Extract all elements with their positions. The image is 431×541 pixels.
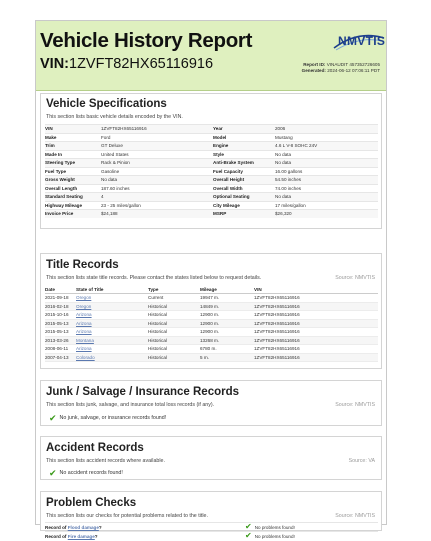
state-link[interactable]: Oregon bbox=[76, 295, 92, 300]
problem-label bbox=[45, 523, 245, 531]
spec-label: Fuel Type bbox=[45, 168, 67, 174]
table-cell: 2015-05-13 bbox=[45, 329, 69, 334]
spec-value: GT Deluxe bbox=[101, 143, 123, 148]
spec-value: 187.60 inches bbox=[101, 185, 130, 191]
spec-row bbox=[45, 124, 378, 133]
table-cell: 14849 m. bbox=[200, 303, 220, 309]
report-meta bbox=[302, 62, 380, 74]
spec-label: Make bbox=[45, 134, 57, 140]
table-cell: Historical bbox=[148, 320, 167, 326]
table-cell: Historical bbox=[148, 329, 167, 334]
problem-suffix: ? bbox=[98, 525, 102, 530]
accident-result bbox=[49, 469, 123, 477]
table-row bbox=[45, 294, 378, 303]
spec-label: Made In bbox=[45, 151, 63, 157]
spec-value: 74.00 inches bbox=[275, 185, 302, 191]
spec-label: Trim bbox=[45, 143, 55, 148]
generated-label: Generated: bbox=[301, 68, 326, 73]
column-header: VIN bbox=[254, 287, 262, 292]
spec-value: No data bbox=[275, 160, 292, 165]
table-cell: 6780 m. bbox=[200, 346, 217, 351]
spec-label: Optional Seating bbox=[213, 194, 250, 199]
spec-value: No data bbox=[275, 151, 292, 157]
title-records-body bbox=[45, 294, 378, 362]
vin-value: 1ZVFT82HX65116916 bbox=[69, 56, 214, 72]
spec-value: Mustang bbox=[275, 134, 293, 140]
problem-label bbox=[45, 532, 245, 540]
problem-prefix: Record of bbox=[45, 525, 67, 530]
table-cell: Current bbox=[148, 295, 164, 300]
spec-label: VIN bbox=[45, 126, 53, 131]
spec-row bbox=[45, 201, 378, 210]
table-cell: 1ZVFT82HX65116916 bbox=[254, 337, 300, 343]
column-header: State of Title bbox=[76, 287, 104, 292]
problem-result bbox=[245, 532, 295, 540]
table-cell: 12900 m. bbox=[200, 312, 220, 317]
spec-value: 2006 bbox=[275, 126, 286, 131]
nmvtis-logo bbox=[330, 32, 386, 54]
table-cell: 2016-02-18 bbox=[45, 303, 69, 309]
problem-result bbox=[245, 523, 295, 531]
report-header bbox=[36, 21, 386, 91]
check-icon: ✔ bbox=[245, 531, 252, 540]
accident-source: Source: VA bbox=[348, 458, 375, 464]
spec-label: Gross Weight bbox=[45, 177, 75, 182]
spec-value: Gasoline bbox=[101, 168, 120, 174]
spec-label: Style bbox=[213, 151, 224, 157]
spec-row bbox=[45, 158, 378, 167]
table-cell: 2015-05-13 bbox=[45, 320, 69, 326]
table-cell: 13268 m. bbox=[200, 337, 220, 343]
spec-value: United States bbox=[101, 151, 129, 157]
spec-row bbox=[45, 150, 378, 159]
accident-title: Accident Records bbox=[46, 442, 144, 454]
spec-value: No data bbox=[101, 177, 118, 182]
state-link[interactable]: Montana bbox=[76, 337, 94, 343]
table-row bbox=[45, 303, 378, 312]
table-cell: 19947 m. bbox=[200, 295, 220, 300]
accident-section bbox=[40, 436, 382, 480]
junk-description: This section lists junk, salvage, and insurance total loss records (if any). bbox=[46, 402, 215, 408]
problem-result-text: No problems found! bbox=[254, 524, 295, 530]
spec-value: $26,320 bbox=[275, 211, 292, 216]
generated-value: 2024-06-12 07:06:11 PDT bbox=[327, 68, 380, 73]
state-link[interactable]: Arizona bbox=[76, 312, 92, 317]
spec-value: 54.50 inches bbox=[275, 177, 302, 182]
spec-row bbox=[45, 167, 378, 176]
title-records-description: This section lists state title records. Please contact the states listed below to request details. bbox=[46, 275, 262, 281]
junk-title: Junk / Salvage / Insurance Records bbox=[46, 386, 240, 398]
table-cell: 2013-03-26 bbox=[45, 337, 69, 343]
spec-value: 23 - 25 miles/gallon bbox=[101, 202, 141, 208]
table-cell: 1ZVFT82HX65116916 bbox=[254, 320, 300, 326]
spec-value: No data bbox=[275, 194, 292, 199]
spec-value: 16.00 gallons bbox=[275, 168, 303, 174]
table-cell: Historical bbox=[148, 354, 167, 360]
problem-result-text: No problems found! bbox=[254, 533, 295, 539]
spec-value: 17 miles/gallon bbox=[275, 202, 306, 208]
table-cell: 5 m. bbox=[200, 354, 209, 360]
title-records-table bbox=[45, 285, 378, 362]
table-cell: 1ZVFT82HX65116916 bbox=[254, 312, 300, 317]
report-page bbox=[35, 20, 387, 540]
spec-value: 4 bbox=[101, 194, 104, 199]
table-cell: Historical bbox=[148, 312, 167, 317]
title-records-source: Source: NMVTIS bbox=[335, 275, 375, 281]
spec-label: City Mileage bbox=[213, 202, 240, 208]
state-link[interactable]: Arizona bbox=[76, 329, 92, 334]
table-row bbox=[45, 337, 378, 346]
table-cell: Historical bbox=[148, 303, 167, 309]
check-icon: ✔ bbox=[49, 468, 57, 478]
table-cell: 1ZVFT82HX65116916 bbox=[254, 303, 300, 309]
table-cell: 2007-04-13 bbox=[45, 354, 69, 360]
table-cell: 12900 m. bbox=[200, 320, 220, 326]
table-cell: 2008-06-11 bbox=[45, 346, 69, 351]
problem-suffix: ? bbox=[94, 534, 98, 539]
table-cell: 2021-09-18 bbox=[45, 295, 69, 300]
logo-text: NMVTIS bbox=[338, 34, 386, 48]
spec-label: MSRP bbox=[213, 211, 227, 216]
table-cell: 12900 m. bbox=[200, 329, 220, 334]
problems-section bbox=[40, 491, 382, 540]
table-cell: Historical bbox=[148, 337, 167, 343]
accident-result-text: No accident records found! bbox=[59, 470, 123, 476]
spec-label: Overall Width bbox=[213, 185, 243, 191]
junk-result-text: No junk, salvage, or insurance records found! bbox=[59, 415, 167, 421]
problem-row bbox=[45, 522, 378, 531]
report-id-label: Report ID: bbox=[303, 62, 326, 67]
column-header: Date bbox=[45, 287, 55, 292]
spec-value: 1ZVFT82HX65116916 bbox=[101, 126, 147, 131]
column-header: Mileage bbox=[200, 287, 217, 292]
spec-label: Fuel Capacity bbox=[213, 168, 243, 174]
spec-label: Overall Height bbox=[213, 177, 245, 182]
spec-value: 4.6 L V-8 SOHC 24V bbox=[275, 143, 318, 148]
check-icon: ✔ bbox=[49, 413, 57, 423]
spec-label: Year bbox=[213, 126, 223, 131]
specs-description: This section lists basic vehicle details encoded by the VIN. bbox=[46, 114, 183, 120]
table-row bbox=[45, 328, 378, 337]
state-link[interactable]: Colorado bbox=[76, 354, 95, 360]
problems-source: Source: NMVTIS bbox=[335, 513, 375, 519]
table-cell: 1ZVFT82HX65116916 bbox=[254, 354, 300, 360]
table-cell: 1ZVFT82HX65116916 bbox=[254, 329, 300, 334]
problem-link[interactable]: Fire damage bbox=[67, 534, 95, 539]
table-row bbox=[45, 311, 378, 320]
spec-row bbox=[45, 192, 378, 201]
specs-title: Vehicle Specifications bbox=[46, 98, 167, 110]
spec-label: Overall Length bbox=[45, 185, 78, 191]
spec-row bbox=[45, 184, 378, 193]
accident-description: This section lists accident records where available. bbox=[46, 458, 165, 464]
spec-label: Anti-Brake System bbox=[213, 160, 254, 165]
spec-label: Engine bbox=[213, 143, 229, 148]
state-link[interactable]: Arizona bbox=[76, 346, 92, 351]
spec-label: Highway Mileage bbox=[45, 202, 83, 208]
generated bbox=[302, 68, 380, 74]
problem-prefix: Record of bbox=[45, 534, 67, 539]
problems-description: This section lists our checks for potential problems related to the title. bbox=[46, 513, 208, 519]
spec-value: Ford bbox=[101, 134, 111, 140]
title-records-title: Title Records bbox=[46, 259, 119, 271]
table-row bbox=[45, 345, 378, 354]
spec-row bbox=[45, 141, 378, 150]
title-records-section bbox=[40, 253, 382, 369]
vin-label: VIN: bbox=[40, 56, 69, 72]
problem-row bbox=[45, 531, 378, 540]
problems-title: Problem Checks bbox=[46, 497, 137, 509]
specs-section bbox=[40, 93, 382, 229]
state-link[interactable]: Arizona bbox=[76, 320, 92, 326]
spec-label: Standard Seating bbox=[45, 194, 83, 199]
report-id-value: VINAUDIT 457352726605 bbox=[326, 62, 380, 67]
table-row bbox=[45, 320, 378, 329]
spec-row bbox=[45, 133, 378, 142]
junk-section bbox=[40, 380, 382, 426]
table-cell: Historical bbox=[148, 346, 167, 351]
spec-label: Steering Type bbox=[45, 160, 76, 165]
junk-source: Source: NMVTIS bbox=[335, 402, 375, 408]
problem-link[interactable]: Flood damage bbox=[67, 525, 99, 530]
spec-label: Model bbox=[213, 134, 227, 140]
spec-value: Rack & Pinion bbox=[101, 160, 130, 165]
table-row bbox=[45, 354, 378, 363]
table-cell: 1ZVFT82HX65116916 bbox=[254, 295, 300, 300]
state-link[interactable]: Oregon bbox=[76, 303, 92, 309]
specs-table bbox=[45, 124, 378, 218]
check-icon: ✔ bbox=[245, 522, 252, 531]
spec-row bbox=[45, 175, 378, 184]
column-header: Type bbox=[148, 287, 159, 292]
vin-line bbox=[40, 56, 213, 72]
report-title: Vehicle History Report bbox=[40, 29, 253, 52]
spec-value: $24,188 bbox=[101, 211, 118, 216]
spec-label: Invoice Price bbox=[45, 211, 74, 216]
table-cell: 1ZVFT82HX65116916 bbox=[254, 346, 300, 351]
title-records-header bbox=[45, 285, 378, 294]
table-cell: 2015-10-16 bbox=[45, 312, 69, 317]
junk-result bbox=[49, 414, 166, 422]
spec-row bbox=[45, 209, 378, 218]
